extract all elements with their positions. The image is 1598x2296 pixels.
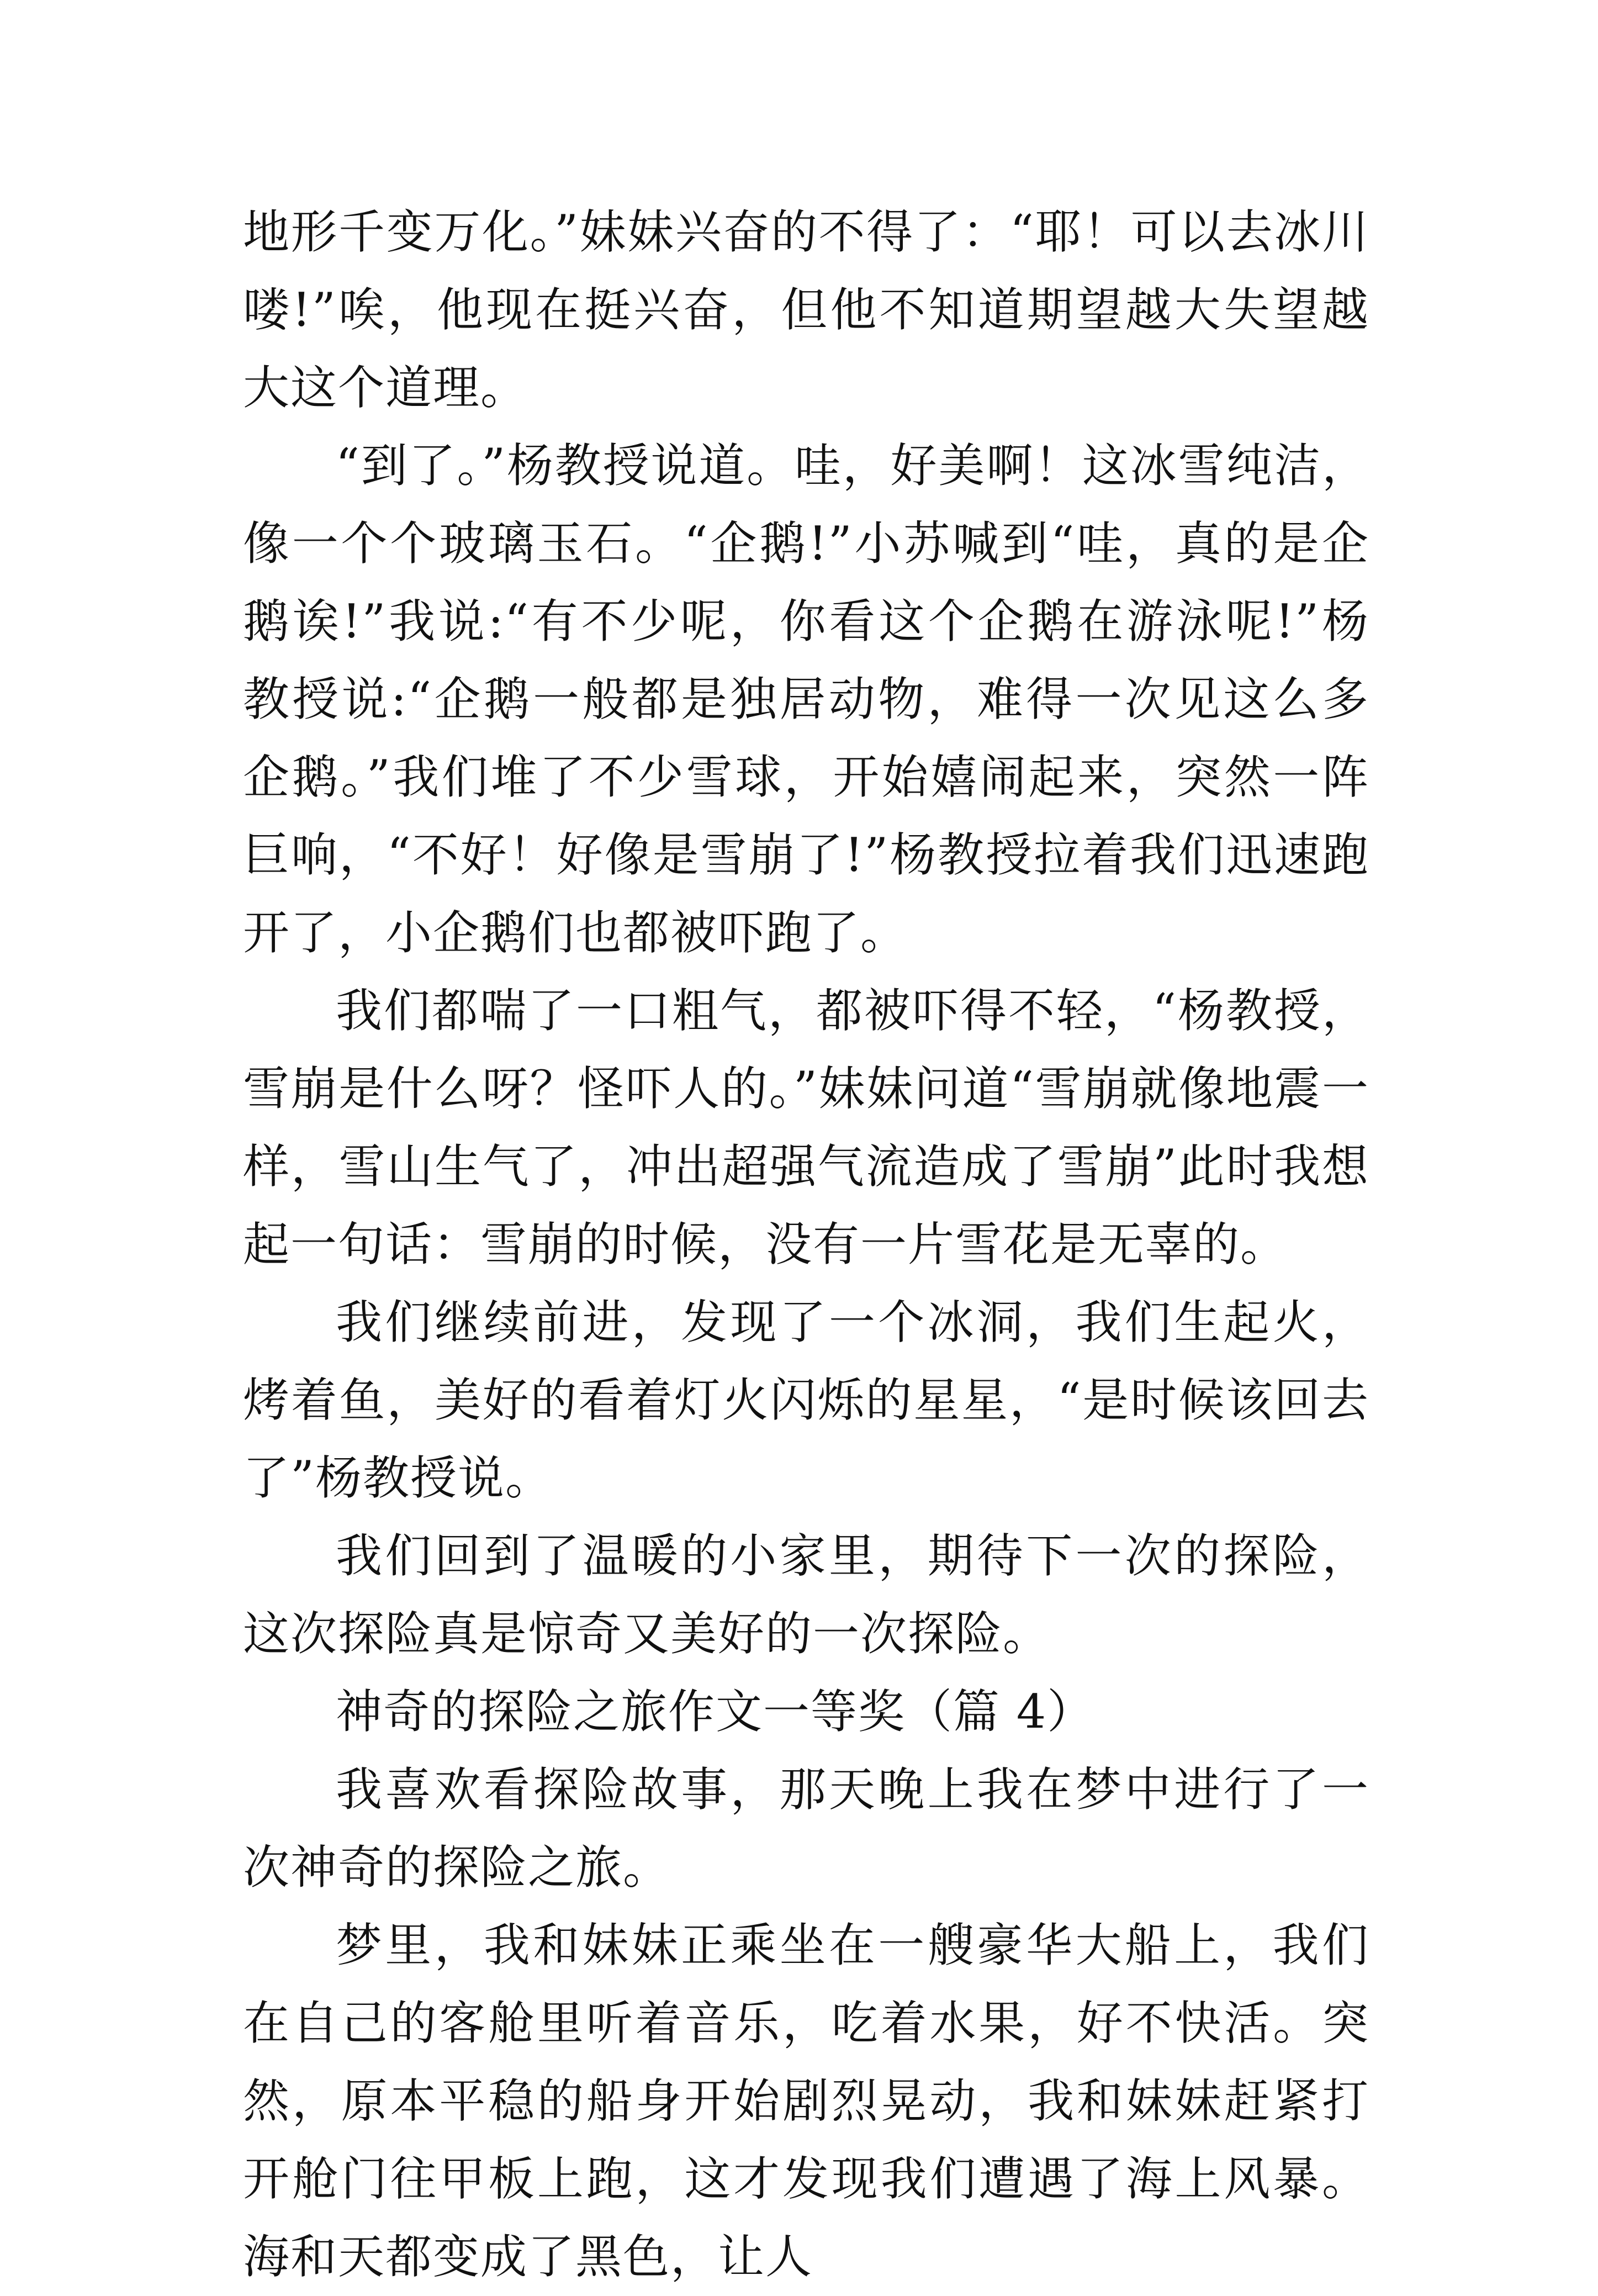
paragraph: 地形千变万化。”妹妹兴奋的不得了：“耶！可以去冰川喽!”唉，他现在挺兴奋，但他不知道期望越大失望越大这个道理。	[243, 205, 1369, 415]
paragraph: 我们都喘了一口粗气，都被吓得不轻，“杨教授，雪崩是什么呀？怪吓人的。”妹妹问道“雪崩就像地震一样，雪山生气了，冲出超强气流造成了雪崩”此时我想起一句话：雪崩的时候，没有一片雪花是无辜的。	[243, 984, 1369, 1271]
body-text	[243, 193, 1369, 2296]
paragraph: 我们回到了温暖的小家里，期待下一次的探险，这次探险真是惊奇又美好的一次探险。	[243, 1529, 1369, 1661]
paragraph: 梦里，我和妹妹正乘坐在一艘豪华大船上，我们在自己的客舱里听着音乐，吃着水果，好不快活。突然，原本平稳的船身开始剧烈晃动，我和妹妹赶紧打开舱门往甲板上跑，这才发现我们遭遇了海上风暴。海和天都变成了黑色，让人	[243, 1918, 1369, 2284]
section-heading: 神奇的探险之旅作文一等奖（篇 4）	[336, 1685, 1095, 1739]
paragraph: 我们继续前进，发现了一个冰洞，我们生起火，烤着鱼，美好的看着灯火闪烁的星星，“是时候该回去了”杨教授说。	[243, 1295, 1369, 1505]
paragraph: 我喜欢看探险故事，那天晚上我在梦中进行了一次神奇的探险之旅。	[243, 1762, 1369, 1894]
paragraph: “到了。”杨教授说道。哇，好美啊！这冰雪纯洁，像一个个玻璃玉石。“企鹅!”小苏喊到“哇，真的是企鹅诶!”我说:“有不少呢，你看这个企鹅在游泳呢!”杨教授说:“企鹅一般都是独居动物，难得一次见这么多企鹅。”我们堆了不少雪球，开始嬉闹起来，突然一阵巨响，“不好！好像是雪崩了!”杨教授拉着我们迅速跑开了，小企鹅们也都被吓跑了。	[243, 439, 1369, 960]
